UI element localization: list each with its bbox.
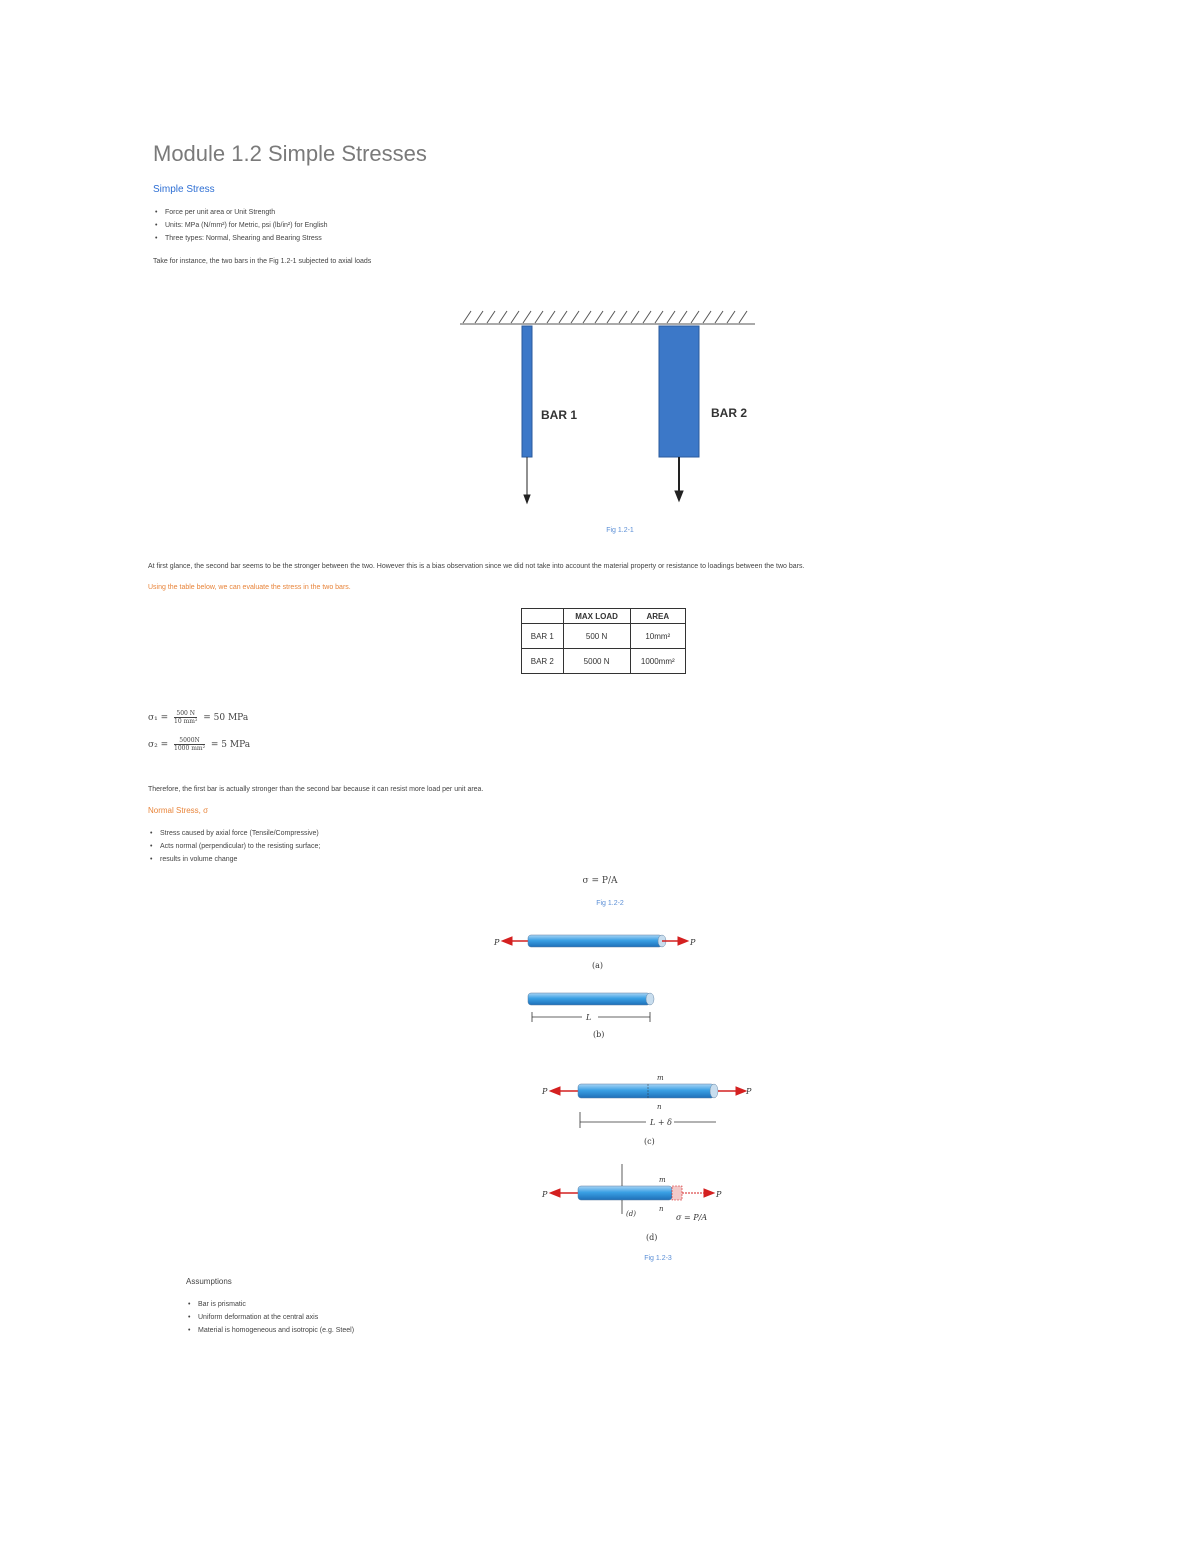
svg-text:P: P	[542, 1190, 548, 1199]
assumptions-heading: Assumptions	[186, 1277, 232, 1286]
svg-text:m: m	[659, 1176, 666, 1184]
page-title: Module 1.2 Simple Stresses	[153, 141, 427, 166]
list-item: • Stress caused by axial force (Tensile/Compressive)	[148, 827, 320, 840]
list-item: • results in volume change	[148, 853, 320, 866]
list-item: • Uniform deformation at the central axis	[186, 1311, 354, 1324]
svg-text:n: n	[659, 1205, 664, 1213]
list-item: • Acts normal (perpendicular) to the resisting surface;	[148, 840, 320, 853]
bar-2	[659, 326, 699, 457]
svg-text:L: L	[586, 1013, 592, 1022]
arrow-left-icon	[502, 937, 530, 945]
svg-text:(b): (b)	[593, 1030, 605, 1039]
load-arrow-1	[524, 457, 530, 503]
svg-text:(a): (a)	[592, 961, 604, 970]
table-cell: 10mm²	[630, 624, 685, 649]
fig-caption-3: Fig 1.2-3	[644, 1255, 672, 1262]
table-cell: 500 N	[563, 624, 630, 649]
table-intro: Using the table below, we can evaluate the stress in the two bars.	[148, 584, 351, 591]
svg-text:m: m	[657, 1074, 664, 1082]
simple-stress-heading: Simple Stress	[153, 184, 215, 195]
fig-caption-1: Fig 1.2-1	[606, 527, 634, 534]
fig-caption-2: Fig 1.2-2	[596, 900, 624, 907]
table-cell: 5000 N	[563, 649, 630, 674]
intro-text: Take for instance, the two bars in the Fig 1.2-1 subjected to axial loads	[153, 258, 372, 265]
assumptions-list	[186, 1298, 354, 1337]
svg-text:(c): (c)	[644, 1137, 655, 1146]
svg-text:P: P	[716, 1190, 722, 1199]
bar-figure-b	[520, 986, 670, 1040]
normal-stress-formula: σ = P/A	[582, 876, 618, 886]
bar-figure-a	[488, 928, 708, 976]
bar-figure-c	[536, 1070, 756, 1150]
normal-stress-list	[148, 827, 320, 866]
equation-2: σ₂ = $\frac{5000N}{\text{1000 mm²}}$ = 5 MPa	[148, 737, 251, 752]
svg-text:L + δ: L + δ	[650, 1118, 672, 1127]
bar-1-label: BAR 1	[541, 408, 578, 422]
load-arrow-2	[675, 457, 683, 501]
svg-text:P: P	[542, 1087, 548, 1096]
simple-stress-list	[153, 206, 328, 245]
bar-1	[522, 326, 532, 457]
list-item: • Three types: Normal, Shearing and Bearing Stress	[153, 232, 328, 245]
list-item: • Material is homogeneous and isotropic (e.g. Steel)	[186, 1324, 354, 1337]
table-cell: BAR 2	[522, 649, 564, 674]
table-row	[522, 649, 686, 674]
load-area-table	[521, 608, 686, 674]
table-row	[522, 624, 686, 649]
svg-text:P: P	[746, 1087, 752, 1096]
table-cell: 1000mm²	[630, 649, 685, 674]
conclusion-text: Therefore, the first bar is actually stronger than the second bar because it can resist more load per unit area.	[148, 786, 484, 793]
paragraph: At first glance, the second bar seems to be the stronger between the two. However this is a bias observation since we did not take into account the material property or resistance to loadings between the two bars.	[148, 563, 805, 570]
list-item: • Force per unit area or Unit Strength	[153, 206, 328, 219]
svg-text:σ = P/A: σ = P/A	[676, 1213, 708, 1222]
table-header	[522, 609, 564, 624]
bar-2-label: BAR 2	[711, 406, 748, 420]
equation-1: σ₁ = $\frac{500 N}{\text{10 mm²}}$ = 50 MPa	[148, 710, 249, 725]
list-item: • Units: MPa (N/mm²) for Metric, psi (lb/in²) for English	[153, 219, 328, 232]
svg-text:P: P	[494, 938, 500, 947]
bar-figure-d	[536, 1158, 736, 1242]
ceiling-hatch	[460, 311, 755, 324]
svg-text:(d): (d)	[646, 1233, 658, 1242]
table-header: AREA	[630, 609, 685, 624]
two-bars-figure	[455, 305, 760, 515]
table-cell: BAR 1	[522, 624, 564, 649]
svg-text:P: P	[690, 938, 696, 947]
table-header: MAX LOAD	[563, 609, 630, 624]
normal-stress-heading: Normal Stress, σ	[148, 806, 209, 815]
list-item: • Bar is prismatic	[186, 1298, 354, 1311]
svg-text:n: n	[657, 1103, 662, 1111]
svg-text:(d): (d)	[626, 1210, 636, 1218]
arrow-right-icon	[662, 937, 688, 945]
